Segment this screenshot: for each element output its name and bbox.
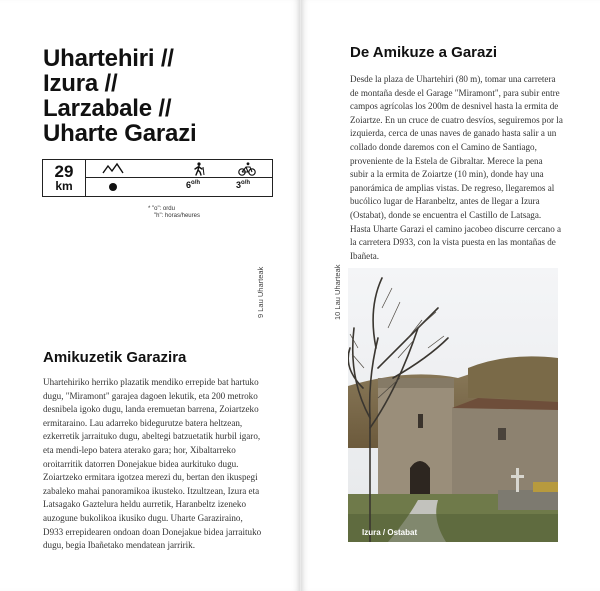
photo-caption: Izura / Ostabat [362, 528, 418, 537]
distance-unit: km [55, 179, 73, 193]
bike-time-value: 3 [235, 180, 241, 190]
legend-line: * "o": ordu [148, 206, 175, 212]
route-title-line: Izura // [43, 70, 118, 97]
walk-time-value: 6 [185, 180, 191, 190]
route-stats-box [42, 159, 273, 197]
difficulty-dot [109, 183, 117, 191]
church-photo [348, 268, 558, 542]
route-title-line: Uharte Garazi [43, 120, 197, 147]
body-text-basque: Uhartehiriko herriko plazatik mendiko errepide bat hartuko dugu, "Miramont" garajea dagoen lekutik, eta 200 metroko desnibela igoko dugu, landa eremuetan barrena, Zoiartzeko ermitaraino. Lau adarreko bidegurutze batera heltzean, ezkerretik jarraituko dugu, abeltegi batzuetatik hurbil igaro, eta mendi-lepo batera aterako gara; hor, Xibaltarreko oroitarritik datorren Donejakue bidea aurkituko dugu. Zoiartzeko ermitara igotzea merezi du, bertan den ikuspegi zabaleko mahai panoramikoa ikusteko. Itzultzean, Izura eta Latsagako Gaztelura heldu aurretik, Haranbeltz izeneko auzogune bukolikoa ikusiko dugu. Uharte Garaziraino, D933 errepidearen ondoan doan Donejakue bidea jarraituko dugu, begia Ibañetako mendatean jarririk. [43, 377, 262, 551]
section-title-spanish: De Amikuze a Garazi [350, 44, 498, 61]
elevation-icon [93, 162, 133, 176]
route-title-line: Larzabale // [43, 95, 172, 122]
bike-time [223, 180, 263, 194]
body-text-spanish: Desde la plaza de Uhartehiri (80 m), tomar una carretera de montaña desde el Garage "Miramont", para subir entre campos agrícolas los 200m de desnivel hasta la ermita de Zoiartze. En un cruce de cuatro desvíos, seguiremos por la izquierda, cerca de unas naves de ganado hasta salir a un collado donde daremos con el Camino de Santiago, proveniente de la Estela de Gibraltar. Merece la pena subir a la ermita de Zoiartze (10 min), donde hay una panorámica de amplias vistas. De regreso, llegaremos al bucólico lugar de Haranbeltz, antes de llegar a Izura (Ostabat), donde se encuentra el Castillo de Latsaga. Hasta Uharte Garazi el camino jacobeo discurre cercano a la carretera D933, con la vista puesta en las montañas de Ibañeta. [350, 74, 563, 261]
walk-time [173, 180, 213, 194]
distance-value: 29 [54, 162, 74, 181]
legend-line: "h": horas/heures [154, 213, 200, 219]
route-title-line: Uhartehiri // [43, 45, 174, 72]
page-label-left: 9 Lau Uharteak [256, 266, 265, 318]
page-label-right: 10 Lau Uharteak [333, 264, 342, 320]
church-illustration [348, 268, 558, 542]
bike-time-unit: o/h [241, 180, 250, 186]
route-title [43, 46, 283, 146]
bicycle-icon [227, 162, 267, 176]
stats-divider [85, 177, 272, 178]
section-title-basque: Amikuzetik Garazira [43, 349, 187, 366]
distance-box [43, 160, 86, 196]
time-legend [148, 206, 200, 220]
difficulty-marker [93, 180, 133, 194]
hiker-icon [179, 162, 219, 176]
walk-time-unit: o/h [191, 180, 200, 186]
